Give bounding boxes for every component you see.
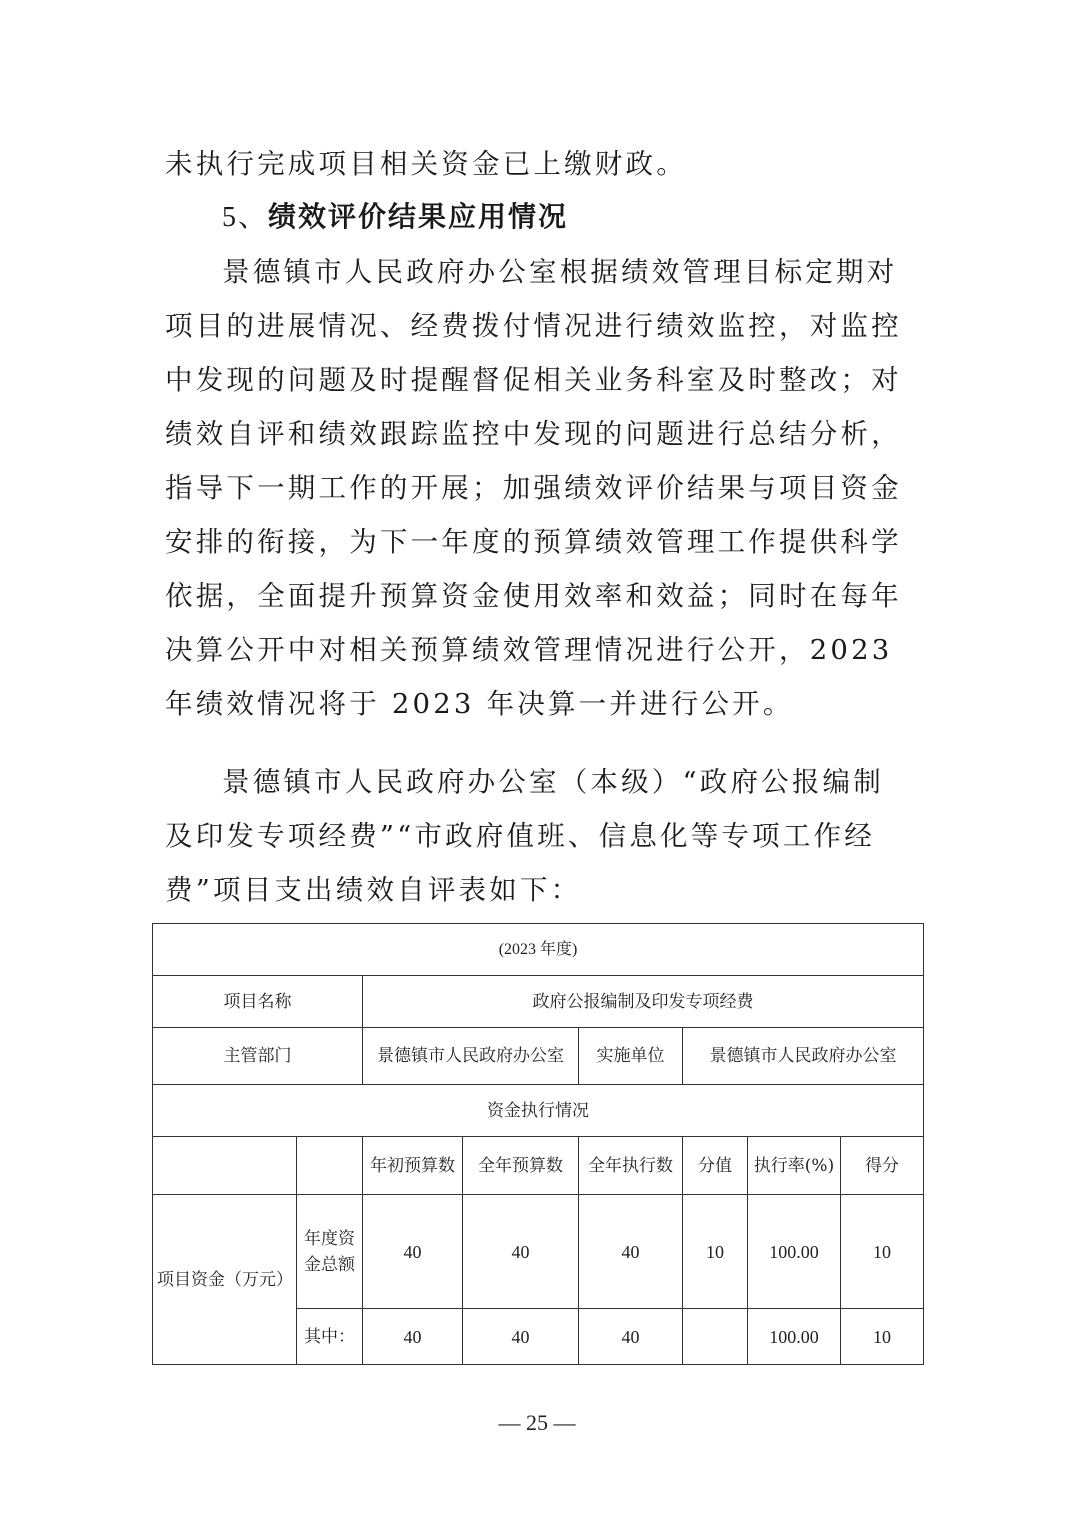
header-cell-empty-2 bbox=[297, 1137, 363, 1195]
annual-execution-cell: 40 bbox=[579, 1195, 683, 1309]
performance-self-evaluation-table bbox=[152, 923, 924, 1365]
table-header-row bbox=[153, 1137, 924, 1195]
row-group-label: 项目资金（万元） bbox=[153, 1195, 297, 1365]
annual-budget-cell: 40 bbox=[463, 1309, 579, 1365]
year-caption: (2023 年度) bbox=[153, 924, 924, 976]
page-number: — 25 — bbox=[498, 1410, 576, 1435]
header-initial-budget: 年初预算数 bbox=[363, 1137, 463, 1195]
annual-budget-cell: 40 bbox=[463, 1195, 579, 1309]
project-name-value: 政府公报编制及印发专项经费 bbox=[363, 976, 924, 1028]
row-label: 其中： bbox=[297, 1309, 363, 1365]
impl-label: 实施单位 bbox=[579, 1028, 683, 1085]
execution-rate-cell: 100.00 bbox=[748, 1195, 841, 1309]
score-value-cell: 10 bbox=[683, 1195, 748, 1309]
table-row-department bbox=[153, 1028, 924, 1085]
header-annual-budget: 全年预算数 bbox=[463, 1137, 579, 1195]
score-cell: 10 bbox=[841, 1195, 924, 1309]
dept-label: 主管部门 bbox=[153, 1028, 363, 1085]
table-row bbox=[153, 1195, 924, 1309]
impl-value: 景德镇市人民政府办公室 bbox=[683, 1028, 924, 1085]
initial-budget-cell: 40 bbox=[363, 1195, 463, 1309]
section-title: 绩效评价结果应用情况 bbox=[268, 200, 569, 233]
score-cell: 10 bbox=[841, 1309, 924, 1365]
funds-section-label: 资金执行情况 bbox=[153, 1085, 924, 1137]
table-row-funds-section bbox=[153, 1085, 924, 1137]
annual-execution-cell: 40 bbox=[579, 1309, 683, 1365]
dept-value: 景德镇市人民政府办公室 bbox=[363, 1028, 579, 1085]
table-row-project-name bbox=[153, 976, 924, 1028]
header-score-value: 分值 bbox=[683, 1137, 748, 1195]
execution-rate-cell: 100.00 bbox=[748, 1309, 841, 1365]
initial-budget-cell: 40 bbox=[363, 1309, 463, 1365]
intro-line: 未执行完成项目相关资金已上缴财政。 bbox=[165, 148, 687, 180]
project-name-label: 项目名称 bbox=[153, 976, 363, 1028]
section-heading bbox=[222, 190, 568, 245]
header-execution-rate: 执行率(%) bbox=[748, 1137, 841, 1195]
row-label: 年度资金总额 bbox=[297, 1195, 363, 1309]
header-score: 得分 bbox=[841, 1137, 924, 1195]
header-annual-execution: 全年执行数 bbox=[579, 1137, 683, 1195]
score-value-cell bbox=[683, 1309, 748, 1365]
paragraph-table-intro: 景德镇市人民政府办公室（本级）“政府公报编制及印发专项经费”“市政府值班、信息化等专项工作经费”项目支出绩效自评表如下： bbox=[165, 766, 884, 906]
header-cell-empty-1 bbox=[153, 1137, 297, 1195]
paragraph-results-application: 景德镇市人民政府办公室根据绩效管理目标定期对项目的进展情况、经费拨付情况进行绩效监控，对监控中发现的问题及时提醒督促相关业务科室及时整改；对绩效自评和绩效跟踪监控中发现的问题进行总结分析，指导下一期工作的开展；加强绩效评价结果与项目资金安排的衔接，为下一年度的预算绩效管理工作提供科学依据，全面提升预算资金使用效率和效益；同时在每年决算公开中对相关预算绩效管理情况进行公开，2023 年绩效情况将于 2023 年决算一并进行公开。 bbox=[165, 256, 902, 720]
section-number: 5、 bbox=[222, 202, 269, 233]
table-row-year bbox=[153, 924, 924, 976]
